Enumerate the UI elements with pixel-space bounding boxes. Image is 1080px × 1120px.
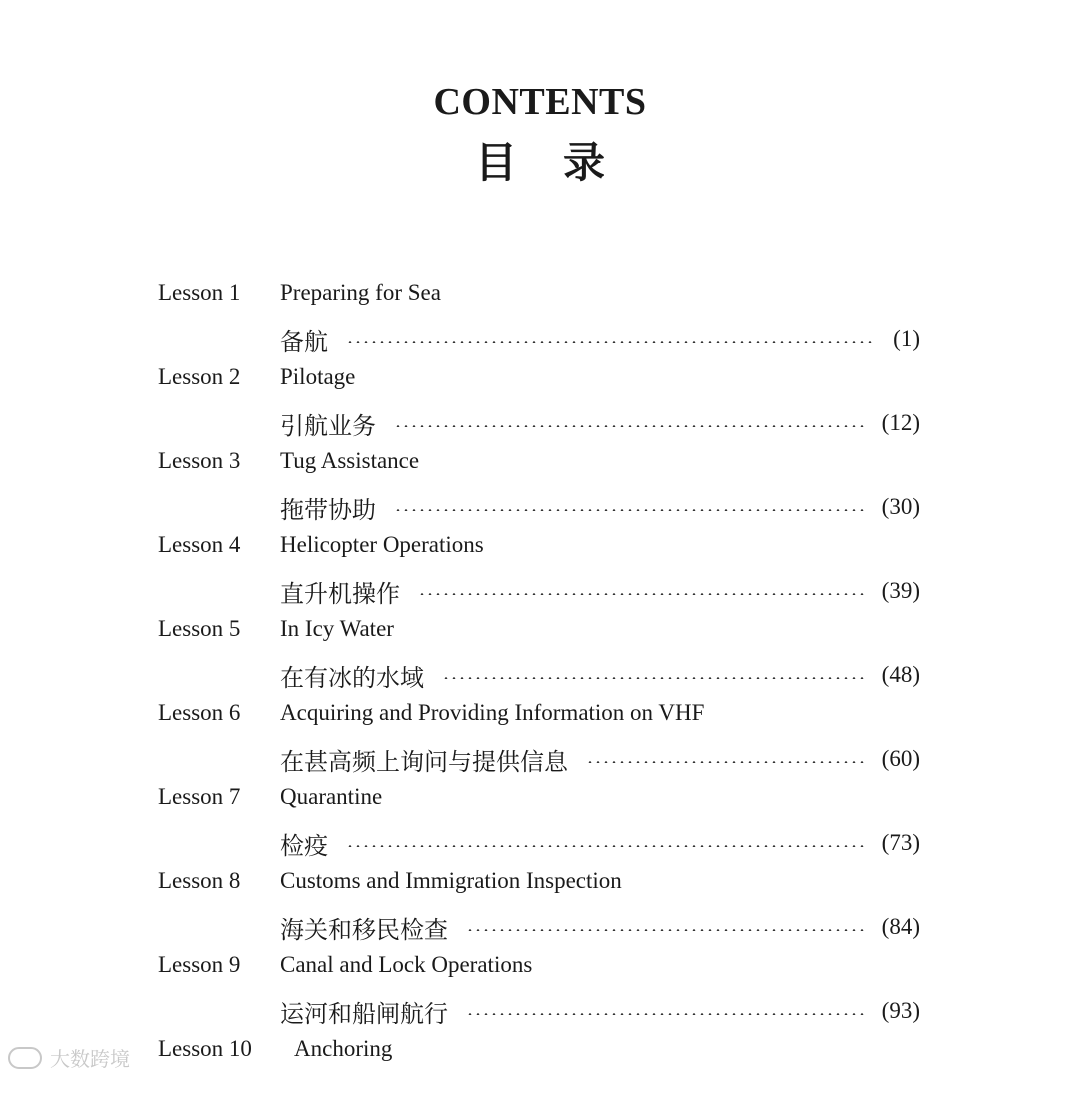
- lesson-title-cn: 在甚高频上询问与提供信息: [280, 747, 568, 776]
- toc-entry: [158, 784, 920, 868]
- lesson-title-cn-row: [280, 658, 920, 692]
- table-of-contents: [158, 280, 920, 1120]
- lesson-title-en: Canal and Lock Operations: [280, 952, 533, 977]
- lesson-number: Lesson 9: [158, 952, 241, 977]
- dot-leader: [466, 929, 864, 931]
- toc-entry: [158, 364, 920, 448]
- dot-leader: [418, 593, 864, 595]
- dot-leader: [346, 341, 875, 343]
- dot-leader: [586, 761, 864, 763]
- lesson-title-en: Pilotage: [280, 364, 356, 389]
- lesson-title-cn-row: [280, 826, 920, 860]
- lesson-title-cn-row: [280, 322, 920, 356]
- lesson-title-cn-row: [280, 742, 920, 776]
- lesson-title-cn: 引航业务: [280, 411, 376, 440]
- lesson-title-cn: 运河和船闸航行: [280, 999, 448, 1028]
- toc-entry: [158, 1036, 920, 1120]
- lesson-title-en: In Icy Water: [280, 616, 394, 641]
- lesson-number: Lesson 7: [158, 784, 241, 809]
- lesson-title-cn-row: [280, 994, 920, 1028]
- lesson-title-en: Helicopter Operations: [280, 532, 484, 557]
- lesson-title-en: Anchoring: [294, 1036, 393, 1061]
- page-number: (84): [881, 914, 920, 939]
- lesson-title-cn: 检疫: [280, 831, 328, 860]
- page-number: (39): [881, 578, 920, 603]
- lesson-title-en: Preparing for Sea: [280, 280, 441, 305]
- page-number: (12): [881, 410, 920, 435]
- lesson-number: Lesson 10: [158, 1036, 252, 1061]
- page-number: (48): [881, 662, 920, 687]
- lesson-title-cn: 海关和移民检查: [280, 915, 448, 944]
- lesson-title-cn: 直升机操作: [280, 579, 400, 608]
- lesson-title-cn-row: [280, 910, 920, 944]
- watermark-text: 大数跨境: [50, 1047, 130, 1071]
- page-number: (73): [881, 830, 920, 855]
- lesson-title-en: Customs and Immigration Inspection: [280, 868, 622, 893]
- toc-entry: [158, 448, 920, 532]
- lesson-number: Lesson 3: [158, 448, 241, 473]
- lesson-number: Lesson 8: [158, 868, 241, 893]
- page-number: (1): [893, 326, 920, 351]
- contents-title-chinese: 目录: [474, 138, 651, 187]
- lesson-title-cn-row: [280, 574, 920, 608]
- lesson-number: Lesson 2: [158, 364, 241, 389]
- lesson-title-en: Acquiring and Providing Information on VHF: [280, 700, 705, 725]
- lesson-number: Lesson 6: [158, 700, 241, 725]
- toc-entry: [158, 280, 920, 364]
- page-number: (93): [881, 998, 920, 1023]
- page-number: (30): [881, 494, 920, 519]
- watermark: [8, 1043, 130, 1072]
- toc-entry: [158, 700, 920, 784]
- lesson-title-en: Quarantine: [280, 784, 383, 809]
- page-number: (60): [881, 746, 920, 771]
- toc-entry: [158, 616, 920, 700]
- dot-leader: [346, 845, 864, 847]
- watermark-logo-icon: [8, 1047, 42, 1069]
- lesson-title-cn: 备航: [280, 327, 328, 356]
- dot-leader: [442, 677, 864, 679]
- toc-entry: [158, 952, 920, 1036]
- lesson-number: Lesson 1: [158, 280, 241, 305]
- lesson-title-cn-row: [280, 406, 920, 440]
- toc-entry: [158, 532, 920, 616]
- lesson-number: Lesson 4: [158, 532, 241, 557]
- lesson-title-en: Tug Assistance: [280, 448, 420, 473]
- contents-title: CONTENTS: [433, 81, 647, 123]
- lesson-title-cn: 在有冰的水域: [280, 663, 424, 692]
- dot-leader: [466, 1013, 864, 1015]
- lesson-title-cn: 拖带协助: [280, 495, 376, 524]
- dot-leader: [394, 425, 864, 427]
- lesson-number: Lesson 5: [158, 616, 241, 641]
- lesson-title-cn-row: [280, 490, 920, 524]
- dot-leader: [394, 509, 864, 511]
- toc-entry: [158, 868, 920, 952]
